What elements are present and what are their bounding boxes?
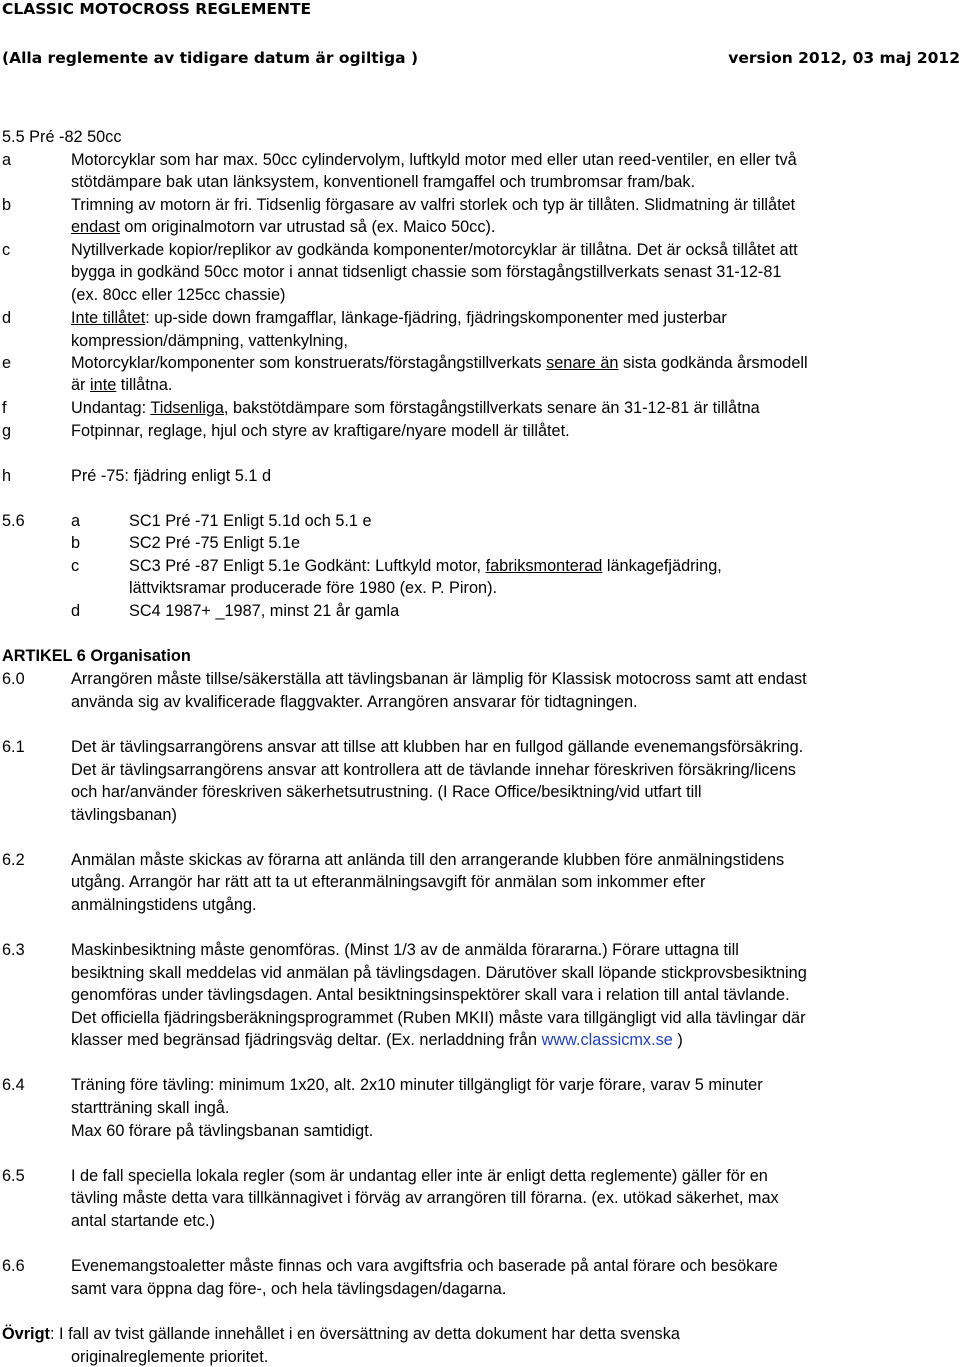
underlined-text: inte: [90, 376, 117, 394]
version-label: version 2012, 03 maj 2012: [728, 49, 960, 67]
text-line: anmälningstidens utgång.: [71, 896, 257, 914]
text-line: stötdämpare bak utan länksystem, konventionell framgaffel och trumbromsar fram/bak.: [71, 173, 696, 191]
text-line: kompression/dämpning, vattenkylning,: [71, 332, 348, 350]
text-span: I fall av tvist gällande innehållet i en översättning av detta dokument har detta svenska: [59, 1325, 680, 1343]
item-label: b: [2, 196, 12, 214]
paragraph-number: 6.6: [2, 1257, 25, 1275]
paragraph-number: 6.0: [2, 670, 25, 688]
section-5-5-heading: 5.5 Pré -82 50cc: [2, 128, 122, 146]
item-label: h: [2, 467, 12, 485]
ovrigt-line: [2, 1324, 680, 1344]
text-line: [71, 1030, 683, 1050]
section-5-6-number: 5.6: [2, 512, 25, 530]
text-line: Maskinbesiktning måste genomföras. (Minst 1/3 av de anmälda förararna.) Förare uttagna till: [71, 941, 739, 959]
text-line: Max 60 förare på tävlingsbanan samtidigt.: [71, 1122, 374, 1140]
item-label: c: [71, 557, 80, 575]
text-span: är: [71, 376, 91, 394]
ovrigt-label: Övrigt: [2, 1325, 50, 1343]
text-line: lättviktsramar producerade före 1980 (ex. P. Piron).: [129, 579, 498, 597]
text-line: SC2 Pré -75 Enligt 5.1e: [129, 534, 301, 552]
text-line: Det är tävlingsarrangörens ansvar att kontrollera att de tävlande innehar föreskriven försäkring/licens: [71, 761, 796, 779]
item-label: e: [2, 354, 12, 372]
text-line: Nytillverkade kopior/replikor av godkända komponenter/motorcyklar är tillåtna. Det är också tillåtet att: [71, 241, 798, 259]
item-label: d: [71, 602, 81, 620]
text-line: besiktning skall meddelas vid anmälan på tävlingsdagen. Därutöver skall löpande stickprovsbesiktning: [71, 964, 807, 982]
text-line: [71, 353, 808, 373]
classicmx-link[interactable]: www.classicmx.se: [541, 1031, 673, 1049]
text-line: Anmälan måste skickas av förarna att anlända till den arrangerande klubben före anmälningstidens: [71, 851, 785, 869]
text-line: Motorcyklar som har max. 50cc cylindervolym, luftkyld motor med eller utan reed-ventiler, en eller två: [71, 151, 797, 169]
item-label: a: [71, 512, 81, 530]
text-line: tävlingsbanan): [71, 806, 177, 824]
text-line: Evenemangstoaletter måste finnas och vara avgiftsfria och baserade på antal förare och besökare: [71, 1257, 778, 1275]
text-span: : up-side down framgafflar, länkage-fjädring, fjädringskomponenter med justerbar: [145, 309, 727, 327]
text-line: utgång. Arrangör har rätt att ta ut efteranmälningsavgift för anmälan som inkommer efter: [71, 873, 706, 891]
text-span: Undantag:: [71, 399, 151, 417]
text-line: och har/använder föreskriven säkerhetsutrustning. (I Race Office/besiktning/vid utfart till: [71, 783, 702, 801]
text-line: startträning skall ingå.: [71, 1099, 230, 1117]
text-line: Fotpinnar, reglage, hjul och styre av kraftigare/nyare modell är tillåtet.: [71, 422, 570, 440]
text-span: ): [672, 1031, 683, 1049]
text-span: klasser med begränsad fjädringsväg deltar. (Ex. nerladdning från: [71, 1031, 542, 1049]
text-span: Motorcyklar/komponenter som konstruerats/förstagångstillverkats: [71, 354, 547, 372]
text-line: bygga in godkänd 50cc motor i annat tidsenligt chassie som förstagångstillverkats senast 31-12-81: [71, 263, 782, 281]
text-line: [129, 556, 722, 576]
text-span: , bakstötdämpare som förstagångstillverkats senare än 31-12-81 är tillåtna: [223, 399, 760, 417]
document-title: CLASSIC MOTOCROSS REGLEMENTE: [2, 0, 312, 18]
item-label: a: [2, 151, 12, 169]
article-6-heading: ARTIKEL 6 Organisation: [2, 647, 191, 665]
paragraph-number: 6.1: [2, 738, 25, 756]
text-line: originalreglemente prioritet.: [71, 1348, 269, 1366]
text-line: Det är tävlingsarrangörens ansvar att tillse att klubben har en fullgod gällande evenemangsförsäkring.: [71, 738, 804, 756]
paragraph-number: 6.2: [2, 851, 25, 869]
text-line: genomföras under tävlingsdagen. Antal besiktningsinspektörer skall vara i relation till antal tävlande.: [71, 986, 790, 1004]
text-line: Trimning av motorn är fri. Tidsenlig förgasare av valfri storlek och typ är tillåten. Slidmatning är tillåtet: [71, 196, 796, 214]
document-subtitle: (Alla reglemente av tidigare datum är ogiltiga ): [2, 49, 419, 67]
text-span: :: [49, 1325, 60, 1343]
text-line: Pré -75: fjädring enligt 5.1 d: [71, 467, 272, 485]
text-line: [71, 375, 172, 395]
underlined-text: endast: [71, 218, 120, 236]
text-span: sista godkända årsmodell: [618, 354, 808, 372]
underlined-text: fabriksmonterad: [485, 557, 603, 575]
text-line: [71, 308, 727, 328]
text-line: I de fall speciella lokala regler (som är undantag eller inte är enligt detta reglemente) gäller för en: [71, 1167, 768, 1185]
paragraph-number: 6.3: [2, 941, 25, 959]
text-line: Träning före tävling: minimum 1x20, alt. 2x10 minuter tillgängligt för varje förare, varav 5 minuter: [71, 1076, 763, 1094]
paragraph-number: 6.5: [2, 1167, 25, 1185]
text-span: SC3 Pré -87 Enligt 5.1e Godkänt: Luftkyld motor,: [129, 557, 486, 575]
item-label: b: [71, 534, 81, 552]
paragraph-number: 6.4: [2, 1076, 25, 1094]
text-span: länkagefjädring,: [602, 557, 722, 575]
text-span: tillåtna.: [116, 376, 173, 394]
item-label: d: [2, 309, 12, 327]
text-line: samt vara öppna dag före-, och hela tävlingsdagen/dagarna.: [71, 1280, 507, 1298]
text-line: (ex. 80cc eller 125cc chassie): [71, 286, 286, 304]
text-line: [71, 217, 495, 237]
item-label: c: [2, 241, 11, 259]
text-span: om originalmotorn var utrustad så (ex. Maico 50cc).: [119, 218, 496, 236]
text-line: SC1 Pré -71 Enligt 5.1d och 5.1 e: [129, 512, 372, 530]
item-label: g: [2, 422, 12, 440]
text-line: SC4 1987+ _1987, minst 21 år gamla: [129, 602, 400, 620]
item-label: f: [2, 399, 7, 417]
text-line: Det officiella fjädringsberäkningsprogrammet (Ruben MKII) måste vara tillgängligt vid alla tävlingar där: [71, 1009, 806, 1027]
text-line: Arrangören måste tillse/säkerställa att tävlingsbanan är lämplig för Klassisk motocross samt att endast: [71, 670, 807, 688]
text-line: tävling måste detta vara tillkännagivet i förväg av arrangören till förarna. (ex. utökad säkerhet, max: [71, 1189, 779, 1207]
underlined-text: Inte tillåtet: [71, 309, 146, 327]
underlined-text: senare än: [546, 354, 619, 372]
text-line: antal startande etc.): [71, 1212, 215, 1230]
text-line: [71, 398, 760, 418]
text-line: använda sig av kvalificerade flaggvakter. Arrangören ansvarar för tidtagningen.: [71, 693, 638, 711]
underlined-text: Tidsenliga: [150, 399, 224, 417]
